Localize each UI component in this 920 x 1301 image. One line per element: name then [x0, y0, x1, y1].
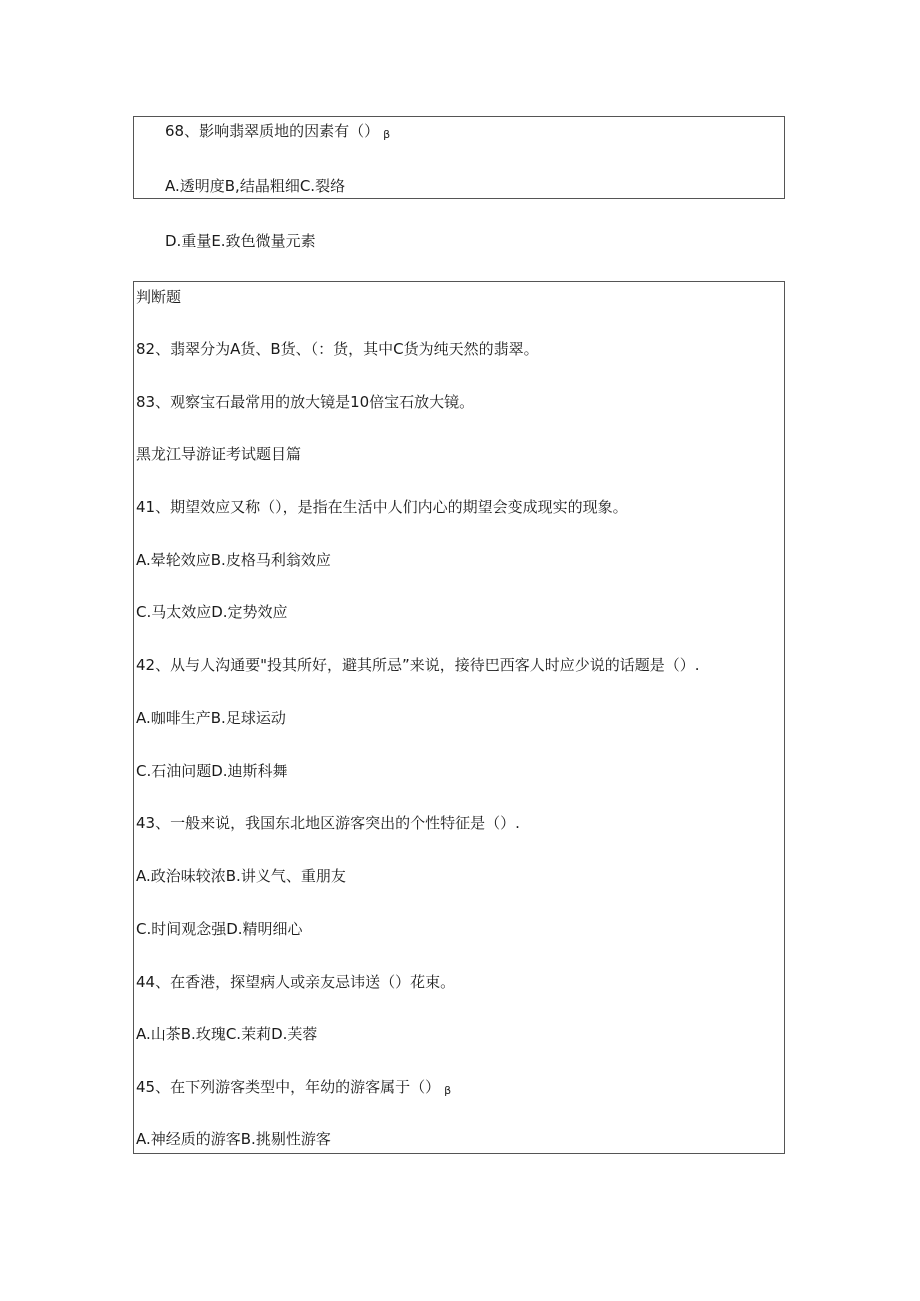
question-41: 41、期望效应又称（），是指在生活中人们内心的期望会变成现实的现象。	[136, 498, 628, 516]
question-43: 43、一般来说，我国东北地区游客突出的个性特征是（）.	[136, 814, 520, 832]
question-42-options-c: C.石油问题D.迪斯科舞	[136, 762, 288, 780]
question-44-options-a: A.山茶B.玫瑰C.茉莉D.芙蓉	[136, 1025, 318, 1043]
question-41-options-a: A.晕轮效应B.皮格马利翁效应	[136, 551, 331, 569]
question-42: 42、从与人沟通要"投其所好，避其所忌”来说，接待巴西客人时应少说的话题是（）.	[136, 656, 700, 674]
question-68-mark: β	[383, 128, 391, 141]
question-83: 83、观察宝石最常用的放大镜是10倍宝石放大镜。	[136, 393, 475, 411]
question-68-options-2: D.重量E.致色微量元素	[165, 232, 316, 250]
section-title-judgement: 判断题	[136, 288, 182, 306]
question-44: 44、在香港，探望病人或亲友忌讳送（）花束。	[136, 973, 456, 991]
question-45-options-a: A.神经质的游客B.挑剔性游客	[136, 1130, 331, 1148]
question-68	[165, 121, 390, 145]
question-41-options-c: C.马太效应D.定势效应	[136, 603, 288, 621]
question-68-options-1: A.透明度B,结晶粗细C.裂络	[165, 177, 346, 195]
question-43-options-a: A.政治味较浓B.讲义气、重朋友	[136, 867, 346, 885]
exam-title: 黑龙江导游证考试题目篇	[136, 445, 302, 463]
question-45-text: 45、在下列游客类型中，年幼的游客属于（）	[136, 1078, 441, 1096]
question-68-text: 68、影响翡翠质地的因素有（）	[165, 122, 380, 140]
question-42-options-a: A.咖啡生产B.足球运动	[136, 709, 286, 727]
question-43-options-c: C.时间观念强D.精明细心	[136, 920, 303, 938]
question-82: 82、翡翠分为A货、B货、（：货，其中C货为纯天然的翡翠。	[136, 340, 539, 358]
question-45-mark: β	[444, 1084, 452, 1097]
question-45	[136, 1077, 451, 1101]
